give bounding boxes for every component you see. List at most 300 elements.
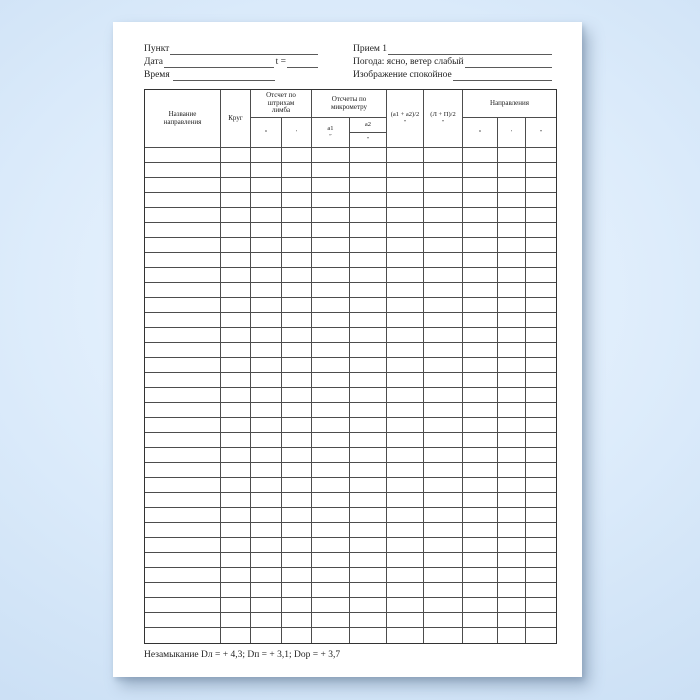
table-cell: [498, 463, 526, 477]
table-cell: [350, 313, 387, 327]
table-cell: [526, 313, 556, 327]
table-row: [145, 193, 556, 208]
table-cell: [221, 448, 251, 462]
table-cell: [251, 193, 282, 207]
table-cell: [145, 388, 221, 402]
table-cell: [424, 343, 463, 357]
table-cell: [221, 223, 251, 237]
table-cell: [221, 628, 251, 643]
table-cell: [221, 298, 251, 312]
table-cell: [498, 568, 526, 582]
table-cell: [221, 313, 251, 327]
table-cell: [251, 403, 282, 417]
table-cell: [350, 223, 387, 237]
table-cell: [387, 163, 424, 177]
table-row: [145, 598, 556, 613]
table-cell: [463, 493, 498, 507]
table-cell: [498, 598, 526, 612]
table-cell: [463, 298, 498, 312]
table-cell: [463, 418, 498, 432]
table-cell: [498, 343, 526, 357]
table-row: [145, 208, 556, 223]
table-cell: [312, 223, 350, 237]
image-conditions-label: Изображение спокойное: [353, 70, 452, 80]
table-cell: [350, 463, 387, 477]
table-cell: [387, 238, 424, 252]
table-cell: [526, 268, 556, 282]
table-row: [145, 568, 556, 583]
table-cell: [350, 298, 387, 312]
table-cell: [424, 463, 463, 477]
time-blank-line: [173, 72, 275, 81]
table-cell: [526, 418, 556, 432]
table-cell: [145, 148, 221, 162]
table-row: [145, 388, 556, 403]
table-cell: [424, 523, 463, 537]
table-cell: [526, 283, 556, 297]
table-cell: [282, 523, 312, 537]
table-cell: [463, 163, 498, 177]
table-cell: [282, 208, 312, 222]
table-cell: [424, 508, 463, 522]
table-row: [145, 343, 556, 358]
table-cell: [526, 163, 556, 177]
table-cell: [463, 208, 498, 222]
table-cell: [463, 403, 498, 417]
table-cell: [350, 433, 387, 447]
table-cell: [498, 283, 526, 297]
table-cell: [251, 478, 282, 492]
table-cell: [526, 298, 556, 312]
table-cell: [463, 148, 498, 162]
table-cell: [282, 433, 312, 447]
table-body: [145, 148, 556, 643]
table-cell: [312, 433, 350, 447]
table-cell: [312, 253, 350, 267]
table-cell: [424, 433, 463, 447]
table-cell: [282, 463, 312, 477]
table-cell: [463, 268, 498, 282]
table-row: [145, 583, 556, 598]
table-cell: [463, 598, 498, 612]
table-cell: [498, 313, 526, 327]
date-blank-line: [164, 59, 274, 68]
table-cell: [498, 148, 526, 162]
table-cell: [498, 268, 526, 282]
table-cell: [350, 583, 387, 597]
table-cell: [282, 193, 312, 207]
table-cell: [498, 253, 526, 267]
table-cell: [145, 313, 221, 327]
table-cell: [526, 628, 556, 643]
table-header: [145, 90, 556, 148]
table-cell: [221, 433, 251, 447]
table-cell: [463, 373, 498, 387]
table-cell: [387, 613, 424, 627]
table-cell: [350, 403, 387, 417]
table-cell: [145, 343, 221, 357]
table-cell: [350, 448, 387, 462]
table-cell: [282, 373, 312, 387]
table-cell: [145, 328, 221, 342]
table-cell: [251, 553, 282, 567]
table-row: [145, 403, 556, 418]
table-cell: [251, 418, 282, 432]
table-cell: [463, 568, 498, 582]
table-cell: [221, 208, 251, 222]
table-cell: [350, 388, 387, 402]
table-cell: [498, 208, 526, 222]
table-cell: [387, 403, 424, 417]
table-cell: [526, 478, 556, 492]
weather-line: [353, 56, 552, 69]
table-cell: [145, 253, 221, 267]
table-cell: [387, 418, 424, 432]
table-cell: [145, 538, 221, 552]
table-cell: [498, 388, 526, 402]
table-cell: [145, 193, 221, 207]
table-row: [145, 373, 556, 388]
table-cell: [424, 223, 463, 237]
table-cell: [463, 328, 498, 342]
table-cell: [221, 553, 251, 567]
table-cell: [282, 358, 312, 372]
table-cell: [312, 163, 350, 177]
table-cell: [498, 508, 526, 522]
table-cell: [526, 493, 556, 507]
table-cell: [387, 523, 424, 537]
col-header-a2-seconds: ″: [350, 133, 387, 148]
table-cell: [387, 628, 424, 643]
priem-line: [353, 43, 552, 56]
table-cell: [463, 238, 498, 252]
table-cell: [251, 388, 282, 402]
table-cell: [387, 493, 424, 507]
measurement-table: [144, 89, 557, 644]
table-cell: [221, 253, 251, 267]
table-cell: [312, 178, 350, 192]
table-cell: [145, 268, 221, 282]
table-cell: [463, 223, 498, 237]
col-header-directions-seconds: ″: [526, 118, 556, 148]
table-cell: [387, 538, 424, 552]
table-cell: [145, 358, 221, 372]
table-cell: [221, 328, 251, 342]
table-cell: [463, 613, 498, 627]
table-row: [145, 268, 556, 283]
table-cell: [424, 418, 463, 432]
table-cell: [312, 448, 350, 462]
table-cell: [498, 238, 526, 252]
table-cell: [463, 343, 498, 357]
table-cell: [282, 163, 312, 177]
closure-note: Незамыкание Dл = + 4,3; Dп = + 3,1; Dор = + 3,7: [144, 650, 341, 660]
table-cell: [424, 568, 463, 582]
image-conditions-blank-line: [453, 72, 552, 81]
table-cell: [424, 553, 463, 567]
table-row: [145, 253, 556, 268]
table-cell: [387, 298, 424, 312]
table-cell: [424, 193, 463, 207]
table-cell: [251, 583, 282, 597]
table-cell: [387, 328, 424, 342]
table-cell: [282, 478, 312, 492]
table-row: [145, 298, 556, 313]
table-cell: [251, 223, 282, 237]
table-cell: [221, 388, 251, 402]
table-row: [145, 163, 556, 178]
table-cell: [251, 373, 282, 387]
table-cell: [145, 208, 221, 222]
table-cell: [221, 523, 251, 537]
temperature-blank-line: [287, 59, 318, 68]
table-cell: [282, 508, 312, 522]
table-cell: [498, 178, 526, 192]
table-cell: [221, 178, 251, 192]
table-cell: [350, 148, 387, 162]
table-cell: [498, 613, 526, 627]
table-row: [145, 328, 556, 343]
table-cell: [251, 253, 282, 267]
image-conditions-line: [353, 69, 552, 82]
table-cell: [145, 568, 221, 582]
table-cell: [350, 268, 387, 282]
table-cell: [387, 178, 424, 192]
table-cell: [221, 418, 251, 432]
col-header-circle: Круг: [221, 90, 251, 148]
table-row: [145, 448, 556, 463]
table-cell: [145, 493, 221, 507]
table-cell: [282, 283, 312, 297]
table-cell: [251, 148, 282, 162]
table-cell: [350, 508, 387, 522]
table-cell: [312, 538, 350, 552]
table-cell: [145, 298, 221, 312]
table-cell: [424, 268, 463, 282]
table-cell: [498, 193, 526, 207]
table-cell: [282, 178, 312, 192]
table-cell: [350, 628, 387, 643]
table-cell: [145, 163, 221, 177]
table-cell: [350, 283, 387, 297]
table-cell: [424, 253, 463, 267]
col-group-directions: Направления: [463, 90, 556, 118]
table-cell: [312, 148, 350, 162]
table-cell: [463, 583, 498, 597]
table-cell: [424, 478, 463, 492]
table-cell: [387, 313, 424, 327]
col-group-limb-reading: Отсчет по штрихам лимба: [251, 90, 312, 118]
table-cell: [350, 538, 387, 552]
date-label: Дата: [144, 57, 163, 67]
table-cell: [312, 268, 350, 282]
table-cell: [526, 193, 556, 207]
table-cell: [424, 238, 463, 252]
table-cell: [350, 193, 387, 207]
table-cell: [145, 403, 221, 417]
table-cell: [424, 583, 463, 597]
table-cell: [526, 388, 556, 402]
table-cell: [145, 373, 221, 387]
time-line: [144, 69, 318, 82]
table-cell: [145, 433, 221, 447]
table-cell: [498, 223, 526, 237]
weather-label: Погода: ясно, ветер слабый: [353, 57, 464, 67]
table-cell: [498, 448, 526, 462]
table-cell: [350, 613, 387, 627]
table-cell: [498, 538, 526, 552]
table-cell: [145, 583, 221, 597]
table-cell: [312, 478, 350, 492]
table-cell: [387, 478, 424, 492]
table-cell: [463, 553, 498, 567]
table-cell: [387, 268, 424, 282]
table-cell: [282, 628, 312, 643]
table-cell: [221, 568, 251, 582]
table-cell: [282, 568, 312, 582]
table-cell: [387, 568, 424, 582]
table-cell: [145, 418, 221, 432]
priem-blank-line: [388, 46, 552, 55]
table-cell: [312, 553, 350, 567]
table-cell: [387, 448, 424, 462]
table-cell: [526, 223, 556, 237]
table-cell: [424, 628, 463, 643]
time-label: Время: [144, 70, 173, 80]
col-header-average-a: (а1 + а2)/2 ″: [387, 90, 424, 148]
table-cell: [282, 238, 312, 252]
table-cell: [221, 403, 251, 417]
table-cell: [463, 388, 498, 402]
table-row: [145, 313, 556, 328]
col-header-limb-minutes: ′: [282, 118, 312, 148]
table-cell: [424, 403, 463, 417]
table-cell: [463, 478, 498, 492]
table-cell: [424, 208, 463, 222]
table-cell: [463, 283, 498, 297]
table-cell: [312, 493, 350, 507]
table-cell: [498, 628, 526, 643]
table-cell: [387, 343, 424, 357]
table-cell: [251, 163, 282, 177]
table-cell: [312, 298, 350, 312]
table-cell: [498, 553, 526, 567]
table-cell: [498, 373, 526, 387]
table-cell: [463, 193, 498, 207]
table-cell: [424, 328, 463, 342]
table-cell: [526, 328, 556, 342]
table-cell: [251, 433, 282, 447]
table-cell: [145, 448, 221, 462]
table-cell: [221, 613, 251, 627]
table-row: [145, 148, 556, 163]
table-cell: [526, 403, 556, 417]
table-cell: [282, 343, 312, 357]
col-header-a2: а2: [350, 118, 387, 133]
table-cell: [526, 523, 556, 537]
table-cell: [526, 178, 556, 192]
table-cell: [221, 508, 251, 522]
table-cell: [251, 313, 282, 327]
table-cell: [350, 598, 387, 612]
table-cell: [282, 553, 312, 567]
table-cell: [350, 493, 387, 507]
table-cell: [145, 283, 221, 297]
table-cell: [350, 478, 387, 492]
table-cell: [221, 478, 251, 492]
table-cell: [251, 493, 282, 507]
table-cell: [463, 463, 498, 477]
table-cell: [221, 358, 251, 372]
table-cell: [387, 553, 424, 567]
table-cell: [251, 523, 282, 537]
form-header-right: [353, 43, 552, 82]
col-header-average-lp: (Л + П)/2 ″: [424, 90, 463, 148]
table-cell: [251, 343, 282, 357]
table-cell: [145, 553, 221, 567]
table-cell: [526, 613, 556, 627]
table-cell: [282, 148, 312, 162]
table-cell: [251, 238, 282, 252]
table-row: [145, 418, 556, 433]
table-cell: [387, 463, 424, 477]
table-cell: [526, 433, 556, 447]
table-cell: [463, 358, 498, 372]
table-cell: [350, 208, 387, 222]
table-cell: [251, 463, 282, 477]
table-cell: [498, 493, 526, 507]
table-cell: [387, 388, 424, 402]
punkt-blank-line: [170, 46, 318, 55]
table-cell: [424, 358, 463, 372]
table-cell: [498, 358, 526, 372]
table-cell: [526, 238, 556, 252]
table-cell: [312, 508, 350, 522]
table-cell: [387, 433, 424, 447]
col-header-direction-name: Название направления: [145, 90, 221, 148]
table-cell: [221, 373, 251, 387]
table-cell: [350, 373, 387, 387]
table-cell: [463, 433, 498, 447]
table-cell: [312, 208, 350, 222]
table-cell: [312, 613, 350, 627]
table-cell: [498, 403, 526, 417]
table-cell: [251, 508, 282, 522]
table-row: [145, 238, 556, 253]
table-cell: [312, 583, 350, 597]
table-cell: [463, 628, 498, 643]
table-cell: [463, 253, 498, 267]
table-cell: [424, 493, 463, 507]
table-cell: [350, 238, 387, 252]
table-cell: [350, 163, 387, 177]
weather-blank-line: [465, 59, 552, 68]
table-cell: [463, 523, 498, 537]
table-cell: [312, 238, 350, 252]
form-header-left: [144, 43, 318, 82]
table-cell: [498, 478, 526, 492]
table-cell: [424, 448, 463, 462]
table-cell: [498, 328, 526, 342]
table-cell: [221, 493, 251, 507]
table-cell: [221, 343, 251, 357]
table-row: [145, 613, 556, 628]
table-cell: [282, 598, 312, 612]
table-cell: [282, 268, 312, 282]
table-cell: [387, 358, 424, 372]
table-cell: [312, 343, 350, 357]
table-cell: [282, 328, 312, 342]
